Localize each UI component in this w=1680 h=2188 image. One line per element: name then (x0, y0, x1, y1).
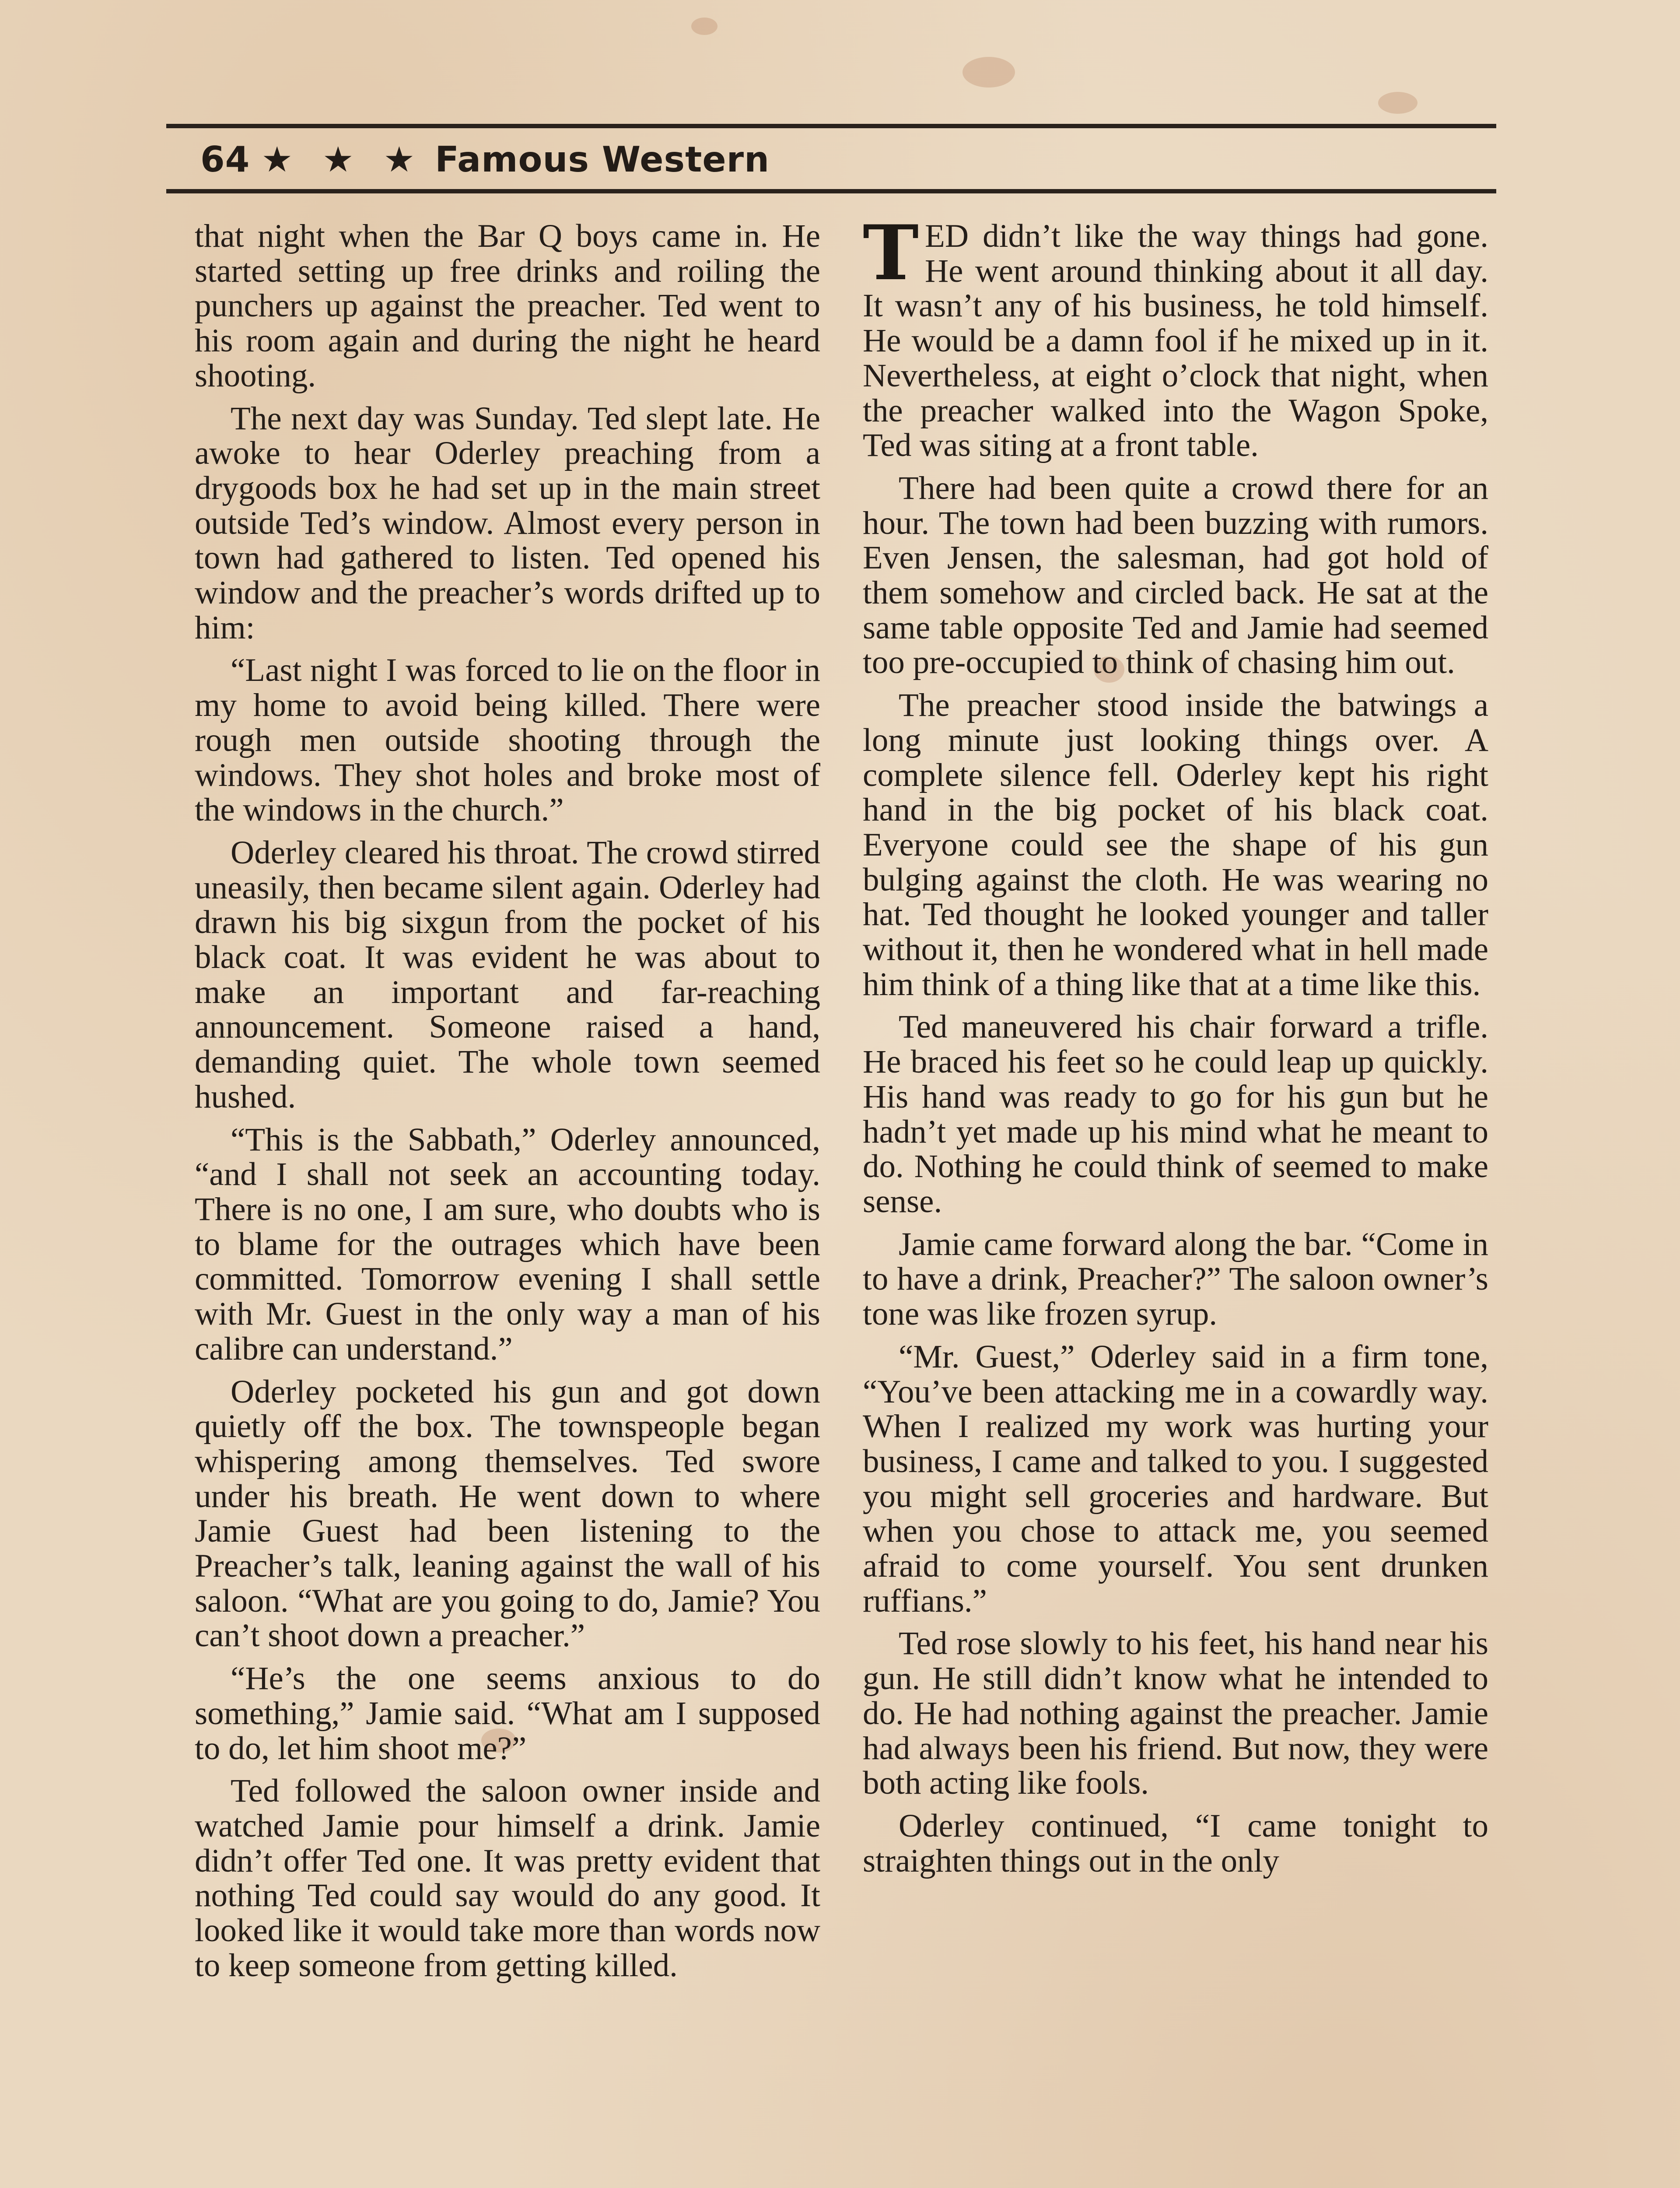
paragraph: “Last night I was forced to lie on the floor in my home to avoid being killed. There were rough men outside shooting through the windows. They shot holes and broke most of the windows in the church.” (195, 652, 820, 828)
paragraph: that night when the Bar Q boys came in. He started setting up free drinks and roiling the punchers up against the preacher. Ted went to his room again and during the night he heard shooting. (195, 218, 820, 394)
paragraph: “He’s the one seems anxious to do something,” Jamie said. “What am I supposed to do, let him shoot me?” (195, 1660, 820, 1767)
opening-paragraph (863, 208, 1488, 464)
paragraph: Ted maneuvered his chair forward a trifle. He braced his feet so he could leap up quickly. His hand was ready to go for his gun but he hadn’t yet made up his mind what he meant to do. Nothing he could think of seemed to make sense. (863, 1009, 1488, 1220)
left-column (195, 219, 820, 1991)
paragraph: Jamie came forward along the bar. “Come in to have a drink, Preacher?” The saloon owner’s tone was like frozen syrup. (863, 1226, 1488, 1332)
stain-spot (962, 57, 1015, 88)
stain-spot (691, 18, 718, 35)
paragraph: Oderley pocketed his gun and got down quietly off the box. The townspeople began whispering among themselves. Ted swore under his breath. He went down to where Jamie Guest had been listening to the Preacher’s talk, leaning against the wall of his saloon. “What are you going to do, Jamie? You can’t shoot down a preacher.” (195, 1373, 820, 1654)
paragraph: The preacher stood inside the batwings a long minute just looking things over. A complete silence fell. Oderley kept his right hand in the big pocket of his black coat. Everyone could see the shape of his gun bulging against the cloth. He was wearing no hat. Ted thought he looked younger and taller without it, then he wondered what in hell made him think of a thing like that at a time like this. (863, 687, 1488, 1003)
header-rule-top (166, 124, 1496, 128)
paragraph: There had been quite a crowd there for an hour. The town had been buzzing with rumors. Even Jensen, the salesman, had got hold of them somehow and circled back. He sat at the same table opposite Ted and Jamie had seemed too pre-occupied to think of chasing him out. (863, 470, 1488, 681)
paragraph: Oderley continued, “I came tonight to straighten things out in the only (863, 1807, 1488, 1879)
magazine-title: Famous Western (435, 139, 770, 180)
opening-text: ED didn’t like the way things had gone. He went around thinking about it all day. It wasn’t any of his business, he told himself. He would be a damn fool if he mixed up in it. Nevertheless, at eight o’clock that night, when the preacher walked into the Wagon Spoke, Ted was siting at a front table. (863, 218, 1488, 464)
running-head (200, 139, 770, 180)
header-rule-bottom (166, 189, 1496, 193)
paragraph: “This is the Sabbath,” Oderley announced, “and I shall not seek an accounting today. There is no one, I am sure, who doubts who is to blame for the outrages which have been committed. Tomorrow evening I shall settle with Mr. Guest in the only way a man of his calibre can understand.” (195, 1121, 820, 1367)
paragraph: “Mr. Guest,” Oderley said in a firm tone, “You’ve been attacking me in a cowardly way. When I realized my work was hurting your business, I came and talked to you. I suggested you might sell groceries and hardware. But when you chose to attack me, you seemed afraid to come yourself. You sent drunken ruffians.” (863, 1338, 1488, 1619)
right-column (863, 208, 1488, 1886)
paragraph: The next day was Sunday. Ted slept late. He awoke to hear Oderley preaching from a drygoods box he had set up in the main street outside Ted’s window. Almost every person in town had gathered to listen. Ted opened his window and the preacher’s words drifted up to him: (195, 400, 820, 646)
star-ornaments: ★ ★ ★ (261, 139, 424, 180)
paragraph: Oderley cleared his throat. The crowd stirred uneasily, then became silent again. Oderley had drawn his big sixgun from the pocket of his black coat. It was evident he was about to make an important and far-reaching announcement. Someone raised a hand, demanding quiet. The whole town seemed hushed. (195, 834, 820, 1115)
paragraph: Ted followed the saloon owner inside and watched Jamie pour himself a drink. Jamie didn’t offer Ted one. It was pretty evident that nothing Ted could say would do any good. It looked like it would take more than words now to keep someone from getting killed. (195, 1773, 820, 1984)
stain-spot (1378, 92, 1418, 114)
page-number: 64 (200, 139, 250, 180)
paragraph: Ted rose slowly to his feet, his hand near his gun. He still didn’t know what he intended to do. He had nothing against the preacher. Jamie had always been his friend. But now, they were both acting like fools. (863, 1625, 1488, 1802)
drop-cap: T (863, 208, 919, 297)
